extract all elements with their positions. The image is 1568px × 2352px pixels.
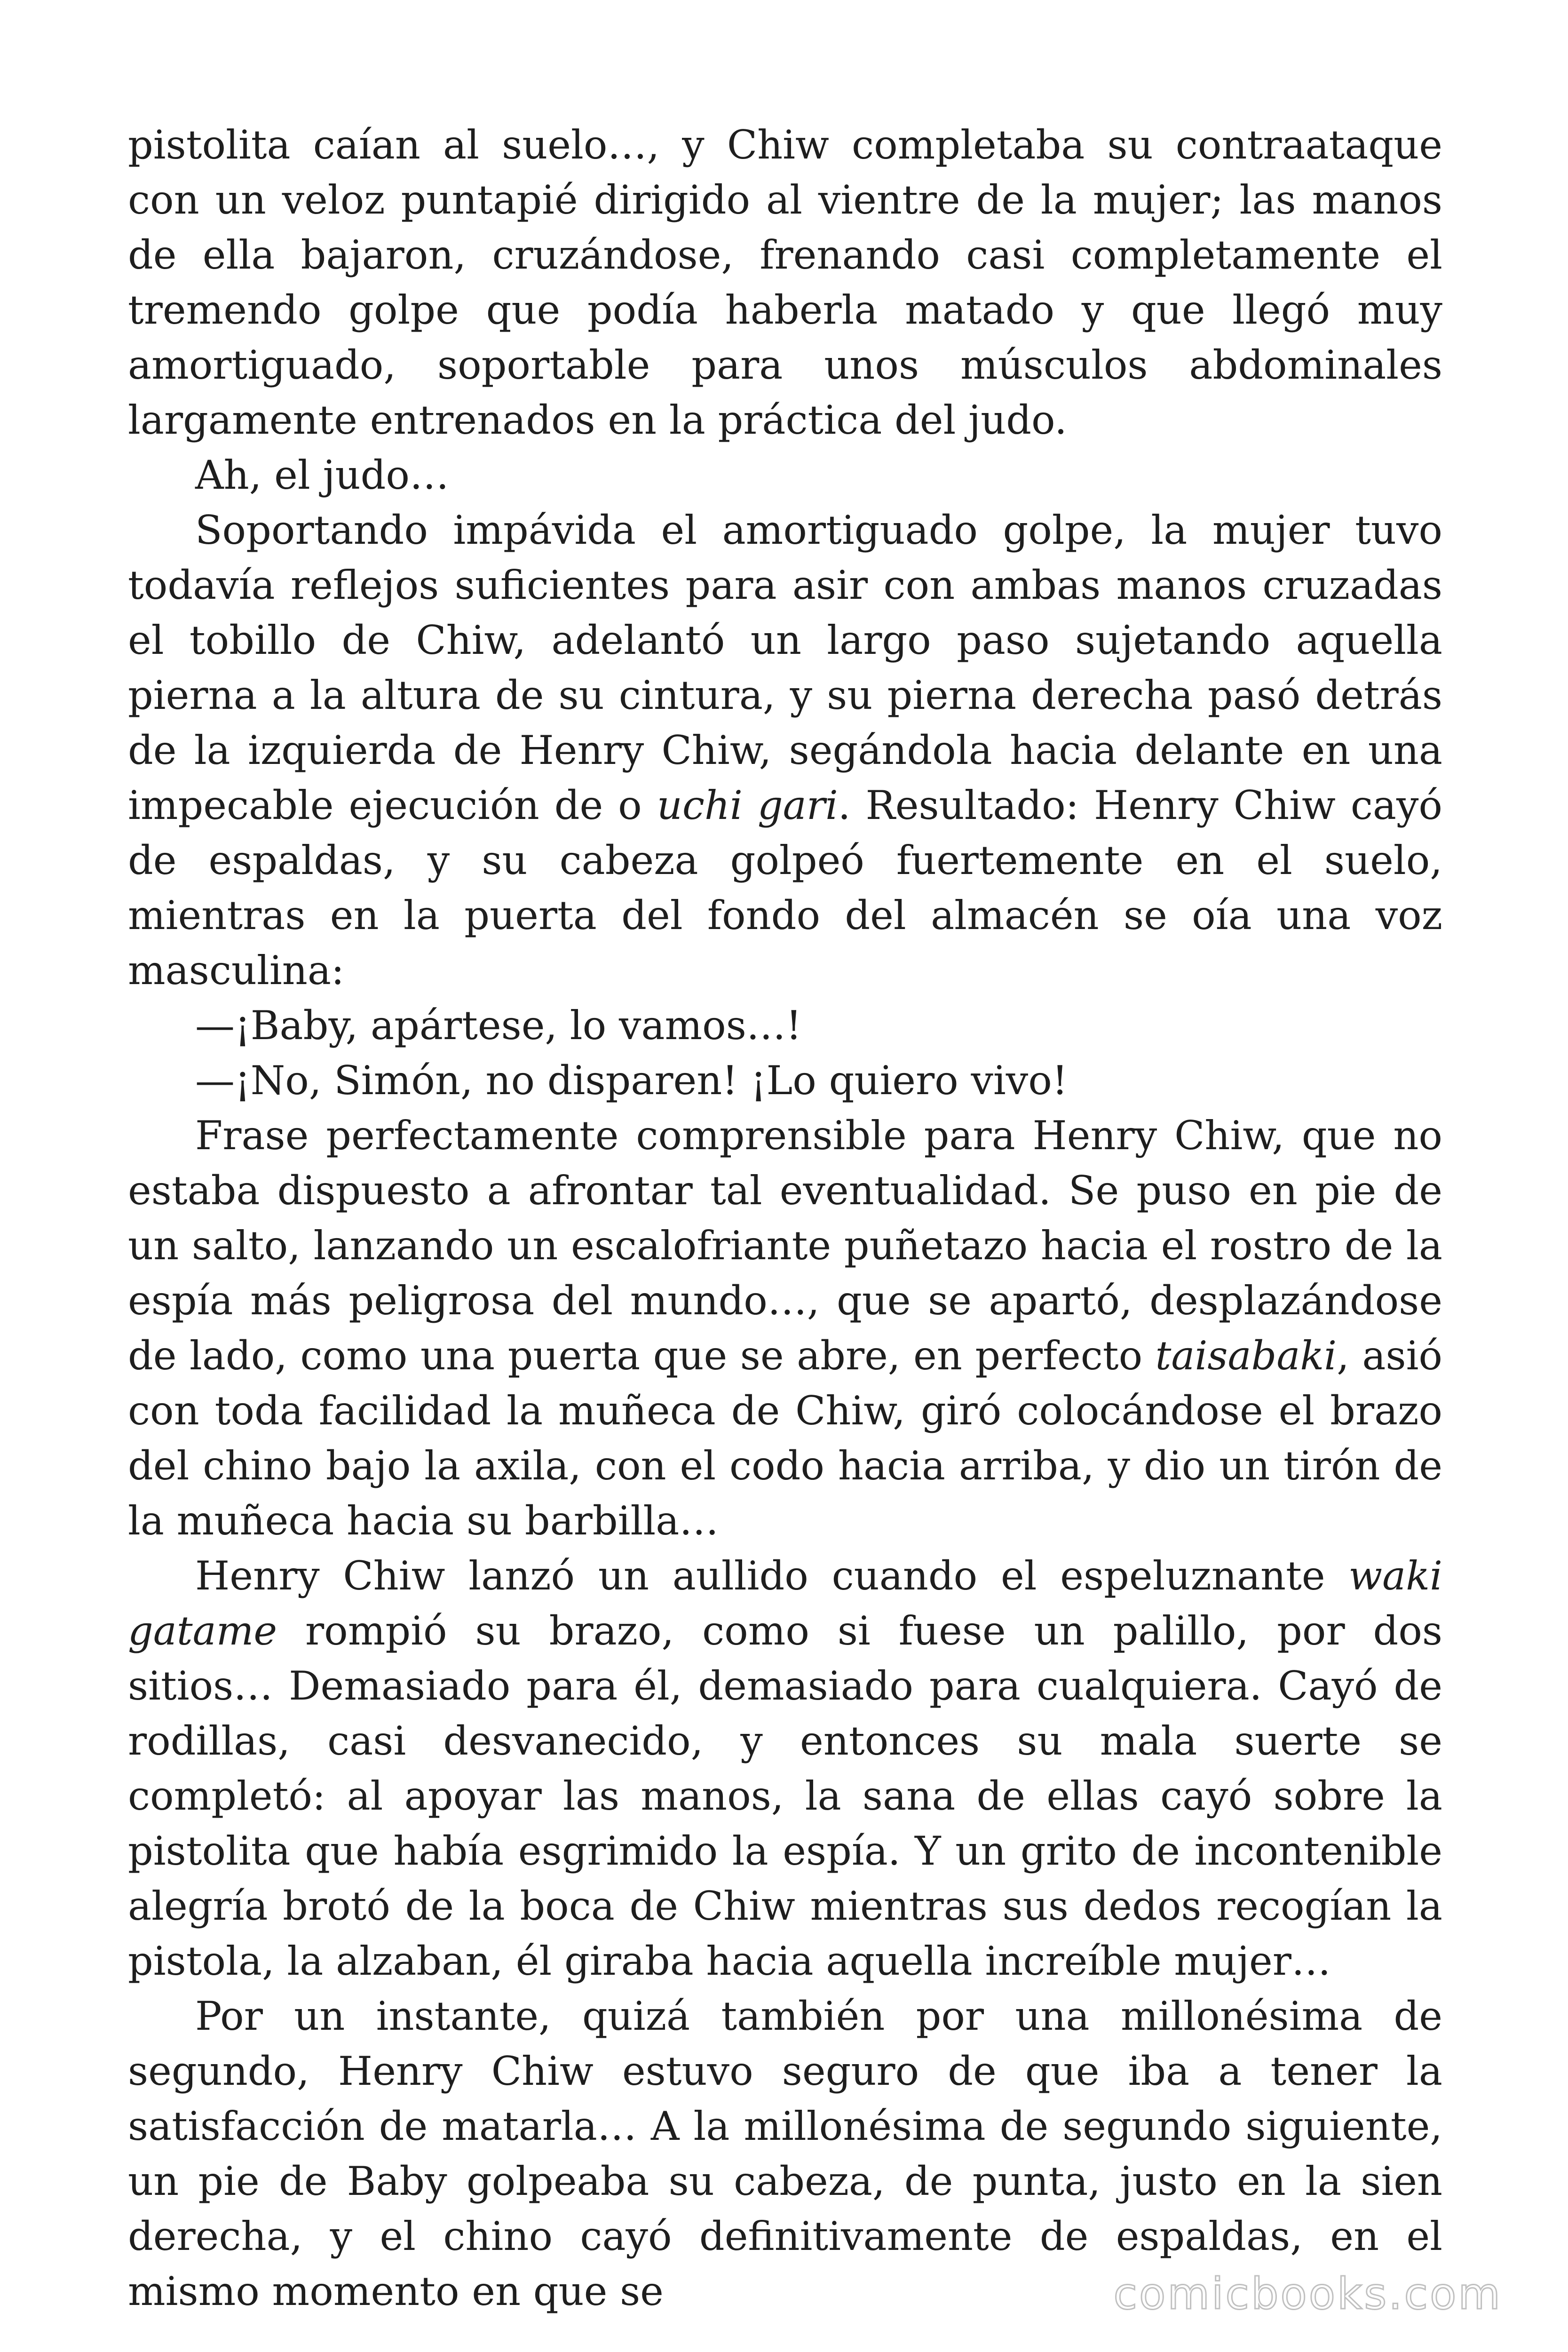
paragraph-3 (128, 503, 1442, 998)
paragraph-6-text-b: , asió con toda facilidad la muñeca de Chiw, giró colocándose el brazo del chino bajo la axila, con el codo hacia arriba, y dio un tirón de la muñeca hacia su barbilla… (128, 1333, 1443, 1544)
paragraph-3-italic-term: uchi gari (657, 782, 838, 828)
paragraph-7-italic-term: waki gatame (128, 1553, 1442, 1654)
paragraph-5-dialogue (128, 1053, 1442, 1108)
paragraph-7-text-a: Henry Chiw lanzó un aullido cuando el espeluznante (195, 1553, 1349, 1599)
paragraph-6 (128, 1108, 1442, 1549)
paragraph-7 (128, 1549, 1442, 1989)
body-text (128, 118, 1442, 2319)
paragraph-4-text: —¡Baby, apártese, lo vamos…! (195, 1002, 802, 1049)
paragraph-2-text: Ah, el judo… (195, 452, 449, 498)
watermark-logo: comicbooks.com (1113, 2269, 1502, 2319)
paragraph-6-text-a: Frase perfectamente comprensible para Henry Chiw, que no estaba dispuesto a afrontar tal eventualidad. Se puso en pie de un salto, lanzando un escalofriante puñetazo hacia el rostro de la espía más peligrosa del mundo…, que se apartó, desplazándose de lado, como una puerta que se abre, en perfecto (128, 1112, 1442, 1379)
paragraph-7-text-b: rompió su brazo, como si fuese un palillo, por dos sitios… Demasiado para él, demasiado para cualquiera. Cayó de rodillas, casi desvanecido, y entonces su mala suerte se completó: al apoyar las manos, la sana de ellas cayó sobre la pistolita que había esgrimido la espía. Y un grito de incontenible alegría brotó de la boca de Chiw mientras sus dedos recogían la pistola, la alzaban, él giraba hacia aquella increíble mujer… (128, 1608, 1442, 1984)
paragraph-3-text-b: . Resultado: Henry Chiw cayó de espaldas, y su cabeza golpeó fuertemente en el suelo, mientras en la puerta del fondo del almacén se oía una voz masculina: (128, 782, 1443, 993)
paragraph-5-text: —¡No, Simón, no disparen! ¡Lo quiero vivo! (195, 1057, 1068, 1104)
paragraph-2 (128, 448, 1442, 503)
paragraph-6-italic-term: taisabaki (1155, 1333, 1337, 1379)
paragraph-3-text-a: Soportando impávida el amortiguado golpe, la mujer tuvo todavía reflejos suficientes para asir con ambas manos cruzadas el tobillo de Chiw, adelantó un largo paso sujetando aquella pierna a la altura de su cintura, y su pierna derecha pasó detrás de la izquierda de Henry Chiw, segándola hacia delante en una impecable ejecución de o (128, 507, 1442, 828)
paragraph-1 (128, 118, 1442, 448)
paragraph-8-text: Por un instante, quizá también por una millonésima de segundo, Henry Chiw estuvo seguro de que iba a tener la satisfacción de matarla… A la millonésima de segundo siguiente, un pie de Baby golpeaba su cabeza, de punta, justo en la sien derecha, y el chino cayó definitivamente de espaldas, en el mismo momento en que se (128, 1993, 1442, 2314)
paragraph-4-dialogue (128, 998, 1442, 1053)
paragraph-1-text: pistolita caían al suelo…, y Chiw completaba su contraataque con un veloz puntapié dirigido al vientre de la mujer; las manos de ella bajaron, cruzándose, frenando casi completamente el tremendo golpe que podía haberla matado y que llegó muy amortiguado, soportable para unos músculos abdominales largamente entrenados en la práctica del judo. (128, 122, 1442, 443)
